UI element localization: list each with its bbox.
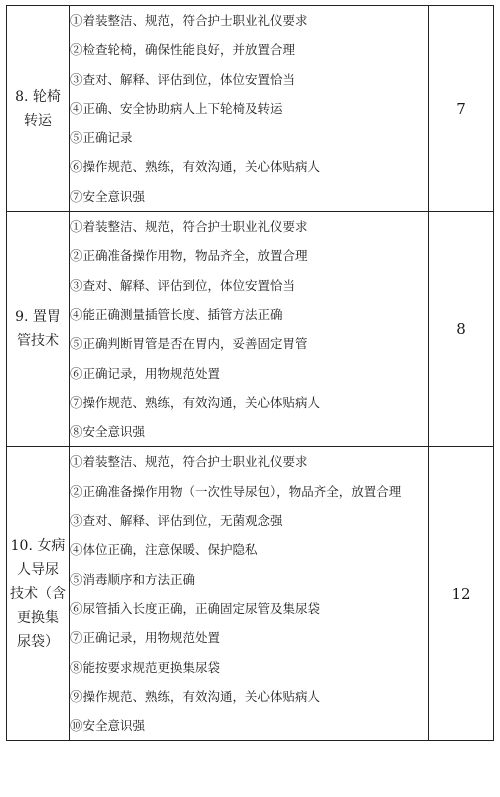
item-name-line: 转运 (24, 112, 52, 129)
score-cell: 12 (429, 447, 494, 741)
item-name-line: 9. 置胃 (15, 309, 61, 326)
item-name-line: 10. 女病 (10, 537, 66, 554)
criterion: ④能正确测量插管长度、插管方法正确 (70, 306, 283, 322)
table-row (7, 212, 494, 447)
table-row (7, 447, 494, 741)
table-row (7, 6, 494, 212)
criterion: ①着装整洁、规范，符合护士职业礼仪要求 (70, 219, 308, 235)
criterion: ⑩安全意识强 (70, 718, 146, 734)
item-name-line: 人导尿 (17, 561, 59, 578)
criterion: ⑦操作规范、熟练，有效沟通，关心体贴病人 (70, 394, 321, 410)
criteria-cell (70, 6, 429, 212)
item-name-line: 管技术 (17, 333, 59, 350)
criterion: ⑥操作规范、熟练，有效沟通，关心体贴病人 (70, 159, 321, 175)
item-name-line: 尿袋） (17, 633, 59, 650)
item-name-line: 技术（含 (10, 585, 66, 602)
criteria-cell (70, 212, 429, 447)
criterion: ⑦正确记录，用物规范处置 (70, 630, 221, 646)
criterion: ⑧能按要求规范更换集尿袋 (70, 659, 221, 675)
criterion: ⑤正确记录 (70, 130, 133, 146)
criterion: ③查对、解释、评估到位，无菌观念强 (70, 513, 283, 529)
criterion: ⑥尿管插入长度正确，正确固定尿管及集尿袋 (70, 600, 321, 616)
criterion: ②正确准备操作用物，物品齐全，放置合理 (70, 248, 308, 264)
score-cell: 7 (429, 6, 494, 212)
criterion: ⑧安全意识强 (70, 424, 146, 440)
item-name-line: 8. 轮椅 (15, 88, 61, 105)
item-name-cell (7, 6, 70, 212)
criterion: ①着装整洁、规范，符合护士职业礼仪要求 (70, 13, 308, 28)
criterion: ⑦安全意识强 (70, 188, 146, 204)
criterion: ④正确、安全协助病人上下轮椅及转运 (70, 100, 283, 116)
criterion: ④体位正确，注意保暖、保护隐私 (70, 542, 258, 558)
criterion: ⑤消毒顺序和方法正确 (70, 571, 196, 587)
criterion: ①着装整洁、规范，符合护士职业礼仪要求 (70, 454, 308, 470)
item-name-line: 更换集 (17, 609, 59, 626)
criterion: ②正确准备操作用物（一次性导尿包），物品齐全，放置合理 (70, 483, 402, 499)
criterion: ⑤正确判断胃管是否在胃内，妥善固定胃管 (70, 336, 308, 352)
criterion: ②检查轮椅，确保性能良好，并放置合理 (70, 42, 296, 58)
criterion: ③查对、解释、评估到位，体位安置恰当 (70, 277, 296, 293)
criterion: ⑨操作规范、熟练，有效沟通，关心体贴病人 (70, 688, 321, 704)
item-name-cell (7, 447, 70, 741)
criterion: ⑥正确记录，用物规范处置 (70, 365, 221, 381)
criteria-cell (70, 447, 429, 741)
criterion: ③查对、解释、评估到位，体位安置恰当 (70, 71, 296, 87)
score-cell: 8 (429, 212, 494, 447)
item-name-cell (7, 212, 70, 447)
assessment-table (6, 5, 494, 741)
